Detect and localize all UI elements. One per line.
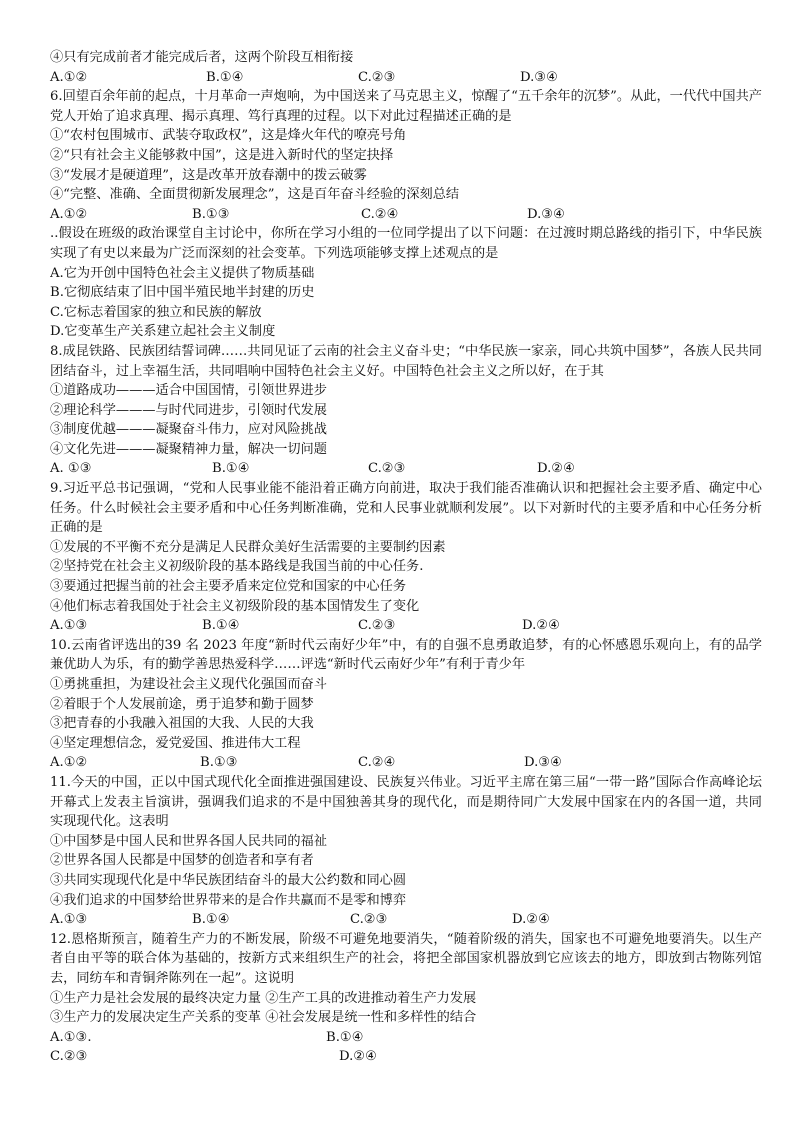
question-stem: ..假设在班级的政治课堂自主讨论中，你所在学习小组的一位同学提出了以下问题：在过渡时期总路线的指引下，中华民族实现了有史以来最为广泛而深刻的社会变革。下列选项能够支撑上述观点的是 [50,226,762,261]
question-stem: 8.成昆铁路、民族团结誓词碑……共同见证了云南的社会主义奋斗史；“中华民族一家亲，同心共筑中国梦”，各族人民共同团结奋斗，过上幸福生活，共同唱响中国特色社会主义好。中国特色社会主义之所以好，在于其 [50,343,762,379]
top-statement: ④只有完成前者才能完成后者，这两个阶段互相衔接 [50,50,354,65]
option-b: B.①③ [200,755,238,771]
statement: ④坚定理想信念，爱党爱国、推进伟大工程 [50,735,301,751]
choice: A.它为开创中国特色社会主义提供了物质基础 [50,265,315,281]
statement: ②“只有社会主义能够救中国”，这是进入新时代的坚定抉择 [50,147,394,163]
question-stem: 9.习近平总书记强调，“党和人民事业能不能沿着正确方向前进，取决于我们能否准确认识和把握社会主要矛盾、确定中心任务。什么时候社会主要矛盾和中心任务判断准确，党和人民事业就顺利发展”。以下对新时代的主要矛盾和中心任务分析正确的是 [50,481,762,536]
statement: ②着眼于个人发展前途，勇于追梦和勤于圆梦 [50,696,314,712]
answer-options [50,1047,762,1067]
option-b: B.①④ [192,912,230,928]
question-stem: 10.云南省评选出的39 名 2023 年度“新时代云南好少年”中，有的自强不息勇敢追梦，有的心怀感恩乐观向上，有的品学兼优助人为乐，有的勤学善思热爱科学……评选“新时代云南好少年”有利于青少年 [50,637,762,673]
option-b: B.①④ [202,618,240,634]
option-b: B.①④ [206,69,244,85]
statement: ③共同实现现代化是中华民族团结奋斗的最大公约数和同心圆 [50,872,407,888]
option-a: A.①③ [50,618,88,634]
statement: ②理论科学———与时代同进步，引领时代发展 [50,402,327,418]
option-a: A.①③ [50,912,88,928]
question-stem: 11.今天的中国，正以中国式现代化全面推进强国建设、民族复兴伟业。习近平主席在第三届“一带一路”国际合作高峰论坛开幕式上发表主旨演讲，强调我们追求的不是中国独善其身的现代化，而是期待同广大发展中国家在内的各国一道，共同实现现代化。这表明 [50,774,762,830]
question-stem: 6.回望百余年前的起点，十月革命一声炮响，为中国送来了马克思主义，惊醒了“五千余年的沉梦”。从此，一代代中国共产党人开始了追求真理、揭示真理、笃行真理的过程。以下对此过程描述正确的是 [50,89,762,124]
option-a: A.①② [50,206,88,222]
option-c: C.②③ [350,912,388,928]
question-10 [50,636,762,773]
statement: ③“发展才是硬道理”，这是改革开放春潮中的拨云破雾 [50,167,367,183]
answer-options [50,459,762,479]
option-a: A. ①③ [50,461,92,477]
question-stem: 12.恩格斯预言，随着生产力的不断发展，阶级不可避免地要消失，“随着阶级的消失，国家也不可避免地要消失。以生产者自由平等的联合体为基础的，按新方式来组织生产的社会，将把全部国家机器放到它应该去的地方，即放到古物陈列馆去，同纺车和青铜斧陈列在一起”。这说明 [50,931,762,986]
option-d: D.②④ [522,618,560,634]
answer-options [50,910,762,930]
choice: C.它标志着国家的独立和民族的解放 [50,304,262,320]
statement: ③要通过把握当前的社会主要矛盾来定位党和国家的中心任务 [50,579,407,595]
statement: ③制度优越———凝聚奋斗伟力，应对风险挑战 [50,422,327,438]
question-8 [50,342,762,479]
choice: B.它彻底结束了旧中国半殖民地半封建的历史 [50,285,315,301]
option-d: D.③④ [520,69,558,85]
statement: ①发展的不平衡不充分是满足人民群众美好生活需要的主要制约因素 [50,539,446,555]
option-c: C.②③ [368,461,406,477]
statement: ④“完整、准确、全面贯彻新发展理念”，这是百年奋斗经验的深刻总结 [50,187,460,203]
statement: ①道路成功———适合中国国情，引领世界进步 [50,383,327,399]
statement: ④我们追求的中国梦给世界带来的是合作共赢而不是零和博弈 [50,892,407,908]
statement-pair: ①生产力是社会发展的最终决定力量 ②生产工具的改进推动着生产力发展 [50,990,477,1006]
statement: ④文化先进———凝聚精神力量，解决一切问题 [50,441,327,457]
option-c: C.②③ [50,1049,88,1065]
option-d: D.③④ [524,755,562,771]
question-9 [50,479,762,636]
question-7 [50,224,762,342]
answer-options [50,616,762,636]
question-6 [50,87,762,224]
option-c: C.②③ [358,618,396,634]
option-d: D.②④ [339,1049,377,1065]
option-d: D.③④ [527,206,565,222]
option-c: C.②④ [358,755,396,771]
option-d: D.②④ [512,912,550,928]
option-b: B.①④ [326,1029,364,1045]
answer-options [50,205,762,225]
document-page [50,48,762,1067]
option-a: A.①② [50,755,88,771]
statement-pair: ③生产力的发展决定生产关系的变革 ④社会发展是统一性和多样性的结合 [50,1010,477,1026]
option-a: A.①② [50,69,88,85]
statement: ④他们标志着我国处于社会主义初级阶段的基本国情发生了变化 [50,598,420,614]
top-options [50,68,762,88]
statement: ①中国梦是中国人民和世界各国人民共同的福祉 [50,833,327,849]
statement: ①勇挑重担，为建设社会主义现代化强国而奋斗 [50,677,327,692]
option-d: D.②④ [537,461,575,477]
statement: ③把青春的小我融入祖国的大我、人民的大我 [50,716,314,732]
answer-options [50,1028,762,1048]
option-a: A.①③. [50,1029,92,1045]
answer-options [50,753,762,773]
choice: D.它变革生产关系建立起社会主义制度 [50,324,276,340]
option-b: B.①④ [212,461,250,477]
statement: ②坚持党在社会主义初级阶段的基本路线是我国当前的中心任务. [50,559,424,575]
option-c: C.②③ [358,69,396,85]
statement: ②世界各国人民都是中国梦的创造者和享有者 [50,853,314,869]
question-12 [50,930,762,1067]
option-b: B.①③ [192,206,230,222]
statement: ①“农村包围城市、武装夺取政权”，这是烽火年代的嘹亮号角 [50,128,407,144]
question-11 [50,773,762,930]
option-c: C.②④ [361,206,399,222]
